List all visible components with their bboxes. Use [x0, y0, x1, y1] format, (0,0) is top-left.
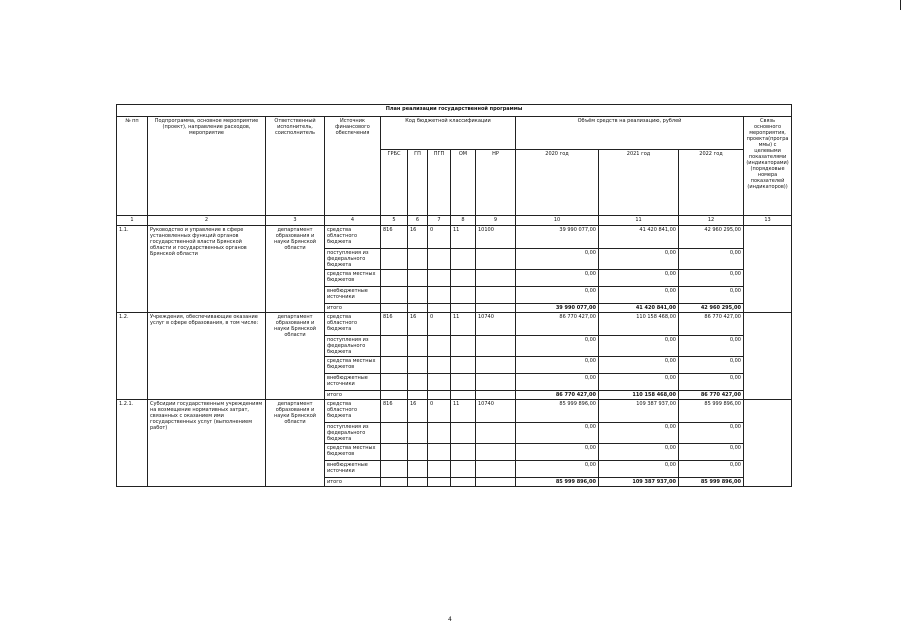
header-pgp: ПГП [428, 149, 451, 215]
header-budget-code: Код бюджетной классификации [381, 117, 516, 150]
amount-2020-cell: 85 999 896,00 [516, 400, 599, 423]
om-cell: 11 [451, 226, 476, 249]
source-cell: средства местных бюджетов [325, 357, 381, 374]
amount-2020-cell: 0,00 [516, 270, 599, 287]
amount-2020-cell: 0,00 [516, 374, 599, 391]
amount-2022-cell: 0,00 [679, 270, 744, 287]
table-title: План реализации государственной программы [117, 105, 792, 117]
gp-cell [408, 336, 428, 357]
grbs-cell [381, 374, 408, 391]
total-empty-cell [451, 478, 476, 487]
gp-cell: 16 [408, 226, 428, 249]
amount-2022-cell: 0,00 [679, 461, 744, 478]
source-cell: поступления из федерального бюджета [325, 249, 381, 270]
row-executor: департамент образования и науки Брянской области [266, 400, 325, 487]
column-number: 12 [679, 216, 744, 226]
om-cell: 11 [451, 313, 476, 336]
amount-2021-cell: 0,00 [599, 444, 679, 461]
amount-2021-cell: 0,00 [599, 374, 679, 391]
np-cell [476, 336, 516, 357]
source-cell: внебюджетные источники [325, 461, 381, 478]
header-gp: ГП [408, 149, 428, 215]
row-executor: департамент образования и науки Брянской области [266, 226, 325, 313]
gp-cell [408, 423, 428, 444]
column-number: 13 [744, 216, 792, 226]
header-executor: Ответственный исполнитель, соисполнитель [266, 117, 325, 216]
amount-2022-cell: 0,00 [679, 287, 744, 304]
row-number: 1.2.1. [117, 400, 148, 487]
header-num: № пп [117, 117, 148, 216]
source-cell: средства местных бюджетов [325, 444, 381, 461]
total-empty-cell [381, 478, 408, 487]
np-cell [476, 249, 516, 270]
total-2022-cell: 42 960 295,00 [679, 304, 744, 313]
gp-cell [408, 287, 428, 304]
total-empty-cell [408, 304, 428, 313]
pgp-cell: 0 [428, 313, 451, 336]
indicator-link-cell [744, 400, 792, 487]
pgp-cell [428, 357, 451, 374]
amount-2020-cell: 0,00 [516, 444, 599, 461]
row-name: Руководство и управление в сфере установленных функций органов государственной власти Брянской области и государственных органов Брянской области [148, 226, 266, 313]
amount-2022-cell: 0,00 [679, 444, 744, 461]
pgp-cell: 0 [428, 226, 451, 249]
header-source: Источник финансового обеспечения [325, 117, 381, 216]
header-name: Подпрограмма, основное мероприятие (проект), направление расходов, мероприятие [148, 117, 266, 216]
document-page [116, 104, 791, 487]
grbs-cell [381, 249, 408, 270]
amount-2020-cell: 0,00 [516, 423, 599, 444]
total-2022-cell: 86 770 427,00 [679, 391, 744, 400]
total-2021-cell: 110 158 468,00 [599, 391, 679, 400]
header-year-2022: 2022 год [679, 149, 744, 215]
np-cell [476, 287, 516, 304]
column-number: 3 [266, 216, 325, 226]
header-year-2021: 2021 год [599, 149, 679, 215]
indicator-link-cell [744, 226, 792, 313]
source-cell: средства областного бюджета [325, 313, 381, 336]
table-row [117, 400, 792, 423]
column-number: 6 [408, 216, 428, 226]
np-cell [476, 357, 516, 374]
plan-table [116, 104, 792, 487]
column-number: 8 [451, 216, 476, 226]
source-cell: средства областного бюджета [325, 226, 381, 249]
amount-2020-cell: 86 770 427,00 [516, 313, 599, 336]
amount-2021-cell: 0,00 [599, 249, 679, 270]
row-name: Субсидии государственным учреждениям на возмещение нормативных затрат, связанных с оказанием ими государственных услуг (выполнением работ) [148, 400, 266, 487]
column-number: 2 [148, 216, 266, 226]
total-empty-cell [451, 304, 476, 313]
grbs-cell: 816 [381, 226, 408, 249]
grbs-cell [381, 287, 408, 304]
total-2020-cell: 39 990 077,00 [516, 304, 599, 313]
np-cell: 10100 [476, 226, 516, 249]
pgp-cell [428, 444, 451, 461]
amount-2021-cell: 0,00 [599, 423, 679, 444]
amount-2021-cell: 109 387 937,00 [599, 400, 679, 423]
row-name: Учреждения, обеспечивающие оказание услуг в сфере образования, в том числе: [148, 313, 266, 400]
np-cell [476, 423, 516, 444]
pgp-cell [428, 336, 451, 357]
source-cell: внебюджетные источники [325, 374, 381, 391]
total-2020-cell: 86 770 427,00 [516, 391, 599, 400]
amount-2021-cell: 0,00 [599, 357, 679, 374]
total-empty-cell [428, 391, 451, 400]
amount-2022-cell: 86 770 427,00 [679, 313, 744, 336]
source-cell: поступления из федерального бюджета [325, 423, 381, 444]
amount-2022-cell: 42 960 295,00 [679, 226, 744, 249]
om-cell [451, 287, 476, 304]
pgp-cell: 0 [428, 400, 451, 423]
amount-2020-cell: 0,00 [516, 249, 599, 270]
amount-2021-cell: 0,00 [599, 336, 679, 357]
column-number: 1 [117, 216, 148, 226]
total-empty-cell [476, 391, 516, 400]
grbs-cell [381, 461, 408, 478]
amount-2021-cell: 110 158 468,00 [599, 313, 679, 336]
gp-cell: 16 [408, 400, 428, 423]
header-np: НР [476, 149, 516, 215]
om-cell [451, 444, 476, 461]
grbs-cell [381, 336, 408, 357]
column-number: 4 [325, 216, 381, 226]
amount-2021-cell: 0,00 [599, 287, 679, 304]
total-2021-cell: 109 387 937,00 [599, 478, 679, 487]
row-number: 1.2. [117, 313, 148, 400]
total-empty-cell [381, 391, 408, 400]
total-empty-cell [428, 478, 451, 487]
header-volume: Объём средств на реализацию, рублей [516, 117, 744, 150]
amount-2022-cell: 0,00 [679, 423, 744, 444]
column-numbers-row [117, 216, 792, 226]
amount-2020-cell: 0,00 [516, 461, 599, 478]
om-cell [451, 374, 476, 391]
pgp-cell [428, 287, 451, 304]
total-2020-cell: 85 999 896,00 [516, 478, 599, 487]
om-cell [451, 270, 476, 287]
amount-2020-cell: 39 990 077,00 [516, 226, 599, 249]
amount-2020-cell: 0,00 [516, 357, 599, 374]
total-label: итого [325, 304, 381, 313]
row-executor: департамент образования и науки Брянской области [266, 313, 325, 400]
total-empty-cell [451, 391, 476, 400]
gp-cell [408, 374, 428, 391]
amount-2022-cell: 85 999 896,00 [679, 400, 744, 423]
indicator-link-cell [744, 313, 792, 400]
gp-cell: 16 [408, 313, 428, 336]
total-2021-cell: 41 420 841,00 [599, 304, 679, 313]
np-cell: 10740 [476, 313, 516, 336]
total-2022-cell: 85 999 896,00 [679, 478, 744, 487]
table-row [117, 226, 792, 249]
np-cell: 10740 [476, 400, 516, 423]
column-number: 9 [476, 216, 516, 226]
page-number: 4 [448, 616, 452, 623]
gp-cell [408, 357, 428, 374]
total-empty-cell [381, 304, 408, 313]
source-cell: средства областного бюджета [325, 400, 381, 423]
np-cell [476, 461, 516, 478]
grbs-cell [381, 444, 408, 461]
amount-2022-cell: 0,00 [679, 249, 744, 270]
total-empty-cell [408, 391, 428, 400]
total-empty-cell [476, 304, 516, 313]
table-row [117, 313, 792, 336]
source-cell: поступления из федерального бюджета [325, 336, 381, 357]
om-cell [451, 249, 476, 270]
amount-2021-cell: 0,00 [599, 270, 679, 287]
column-number: 11 [599, 216, 679, 226]
column-number: 10 [516, 216, 599, 226]
gp-cell [408, 270, 428, 287]
amount-2022-cell: 0,00 [679, 357, 744, 374]
grbs-cell [381, 423, 408, 444]
column-number: 5 [381, 216, 408, 226]
pgp-cell [428, 374, 451, 391]
header-om: ОМ [451, 149, 476, 215]
amount-2021-cell: 0,00 [599, 461, 679, 478]
amount-2020-cell: 0,00 [516, 287, 599, 304]
column-number: 7 [428, 216, 451, 226]
np-cell [476, 270, 516, 287]
header-grbs: ГРБС [381, 149, 408, 215]
om-cell [451, 423, 476, 444]
total-empty-cell [476, 478, 516, 487]
total-empty-cell [408, 478, 428, 487]
np-cell [476, 444, 516, 461]
pgp-cell [428, 423, 451, 444]
source-cell: внебюджетные источники [325, 287, 381, 304]
source-cell: средства местных бюджетов [325, 270, 381, 287]
gp-cell [408, 444, 428, 461]
om-cell [451, 461, 476, 478]
grbs-cell [381, 357, 408, 374]
om-cell [451, 357, 476, 374]
row-number: 1.1. [117, 226, 148, 313]
om-cell [451, 336, 476, 357]
pgp-cell [428, 461, 451, 478]
pgp-cell [428, 270, 451, 287]
amount-2022-cell: 0,00 [679, 336, 744, 357]
total-label: итого [325, 478, 381, 487]
om-cell: 11 [451, 400, 476, 423]
header-year-2020: 2020 год [516, 149, 599, 215]
grbs-cell [381, 270, 408, 287]
header-link: Связь основного мероприятия, проекта(программы) с целевыми показателями (индикаторами) (порядковые номера показателей (индикаторов)) [744, 117, 792, 216]
pgp-cell [428, 249, 451, 270]
amount-2022-cell: 0,00 [679, 374, 744, 391]
np-cell [476, 374, 516, 391]
gp-cell [408, 461, 428, 478]
total-empty-cell [428, 304, 451, 313]
scan-edge-mark [900, 0, 901, 10]
amount-2021-cell: 41 420 841,00 [599, 226, 679, 249]
gp-cell [408, 249, 428, 270]
grbs-cell: 816 [381, 313, 408, 336]
grbs-cell: 816 [381, 400, 408, 423]
amount-2020-cell: 0,00 [516, 336, 599, 357]
total-label: итого [325, 391, 381, 400]
